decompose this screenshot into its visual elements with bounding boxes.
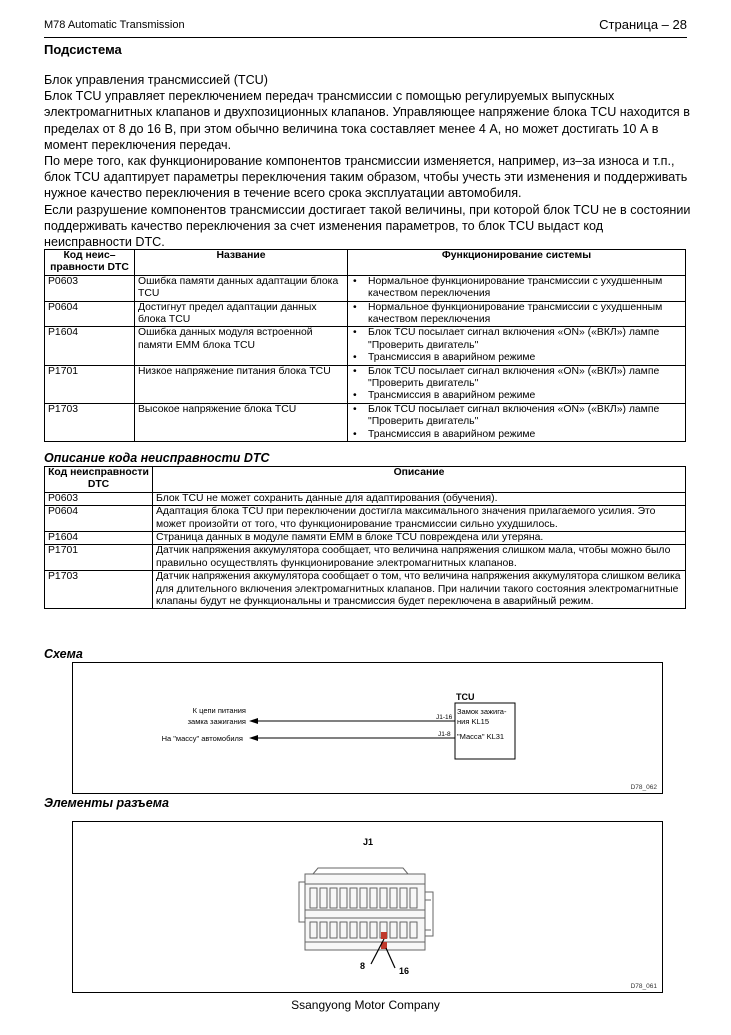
dtc-description-table (44, 466, 686, 609)
pin-number: 8 (360, 961, 366, 971)
list-item: • Трансмиссия в аварийном режиме (351, 352, 682, 364)
list-item: • Трансмиссия в аварийном режиме (351, 429, 682, 441)
header-function: Функционирование системы (348, 250, 686, 276)
leader-line (386, 948, 395, 968)
table-row (45, 532, 686, 545)
dtc-effects (348, 403, 686, 441)
table-row (45, 506, 686, 532)
table-row (45, 275, 686, 301)
connector-drawing (299, 868, 433, 950)
dtc-code: P1701 (45, 365, 135, 403)
pin-label: J1-8 (438, 731, 451, 738)
dtc-name: Ошибка памяти данных адаптации блока TCU (135, 275, 348, 301)
dtc-code: P0603 (45, 492, 153, 505)
figure-id: D78_062 (630, 784, 657, 791)
schema-title: Схема (44, 647, 83, 661)
intro-paragraph: По мере того, как функционирование компонентов трансмиссии изменяется, например, из–за износа и т.п., блок TCU адаптирует параметры переключения таким образом, чтобы учесть эти изменения и поддерживать нужное качество переключения в течение всего срока эксплуатации автомобиля. (44, 154, 688, 201)
table-row (45, 571, 686, 609)
list-item: • Нормальное функционирование трансмиссии с ухудшенным качеством переключения (351, 302, 682, 327)
table-header-row (45, 250, 686, 276)
dtc-effects (348, 365, 686, 403)
page-header (44, 17, 687, 38)
header-name: Название (135, 250, 348, 276)
table-row (45, 327, 686, 365)
dtc-description-title: Описание кода неисправности DTC (44, 451, 270, 465)
table-row (45, 365, 686, 403)
arrow-icon (249, 735, 258, 741)
connector-title: Элементы разъема (44, 796, 169, 810)
left-label: На "массу" автомобиля (161, 734, 243, 743)
dtc-name: Достигнут предел адаптации данных блока TCU (135, 301, 348, 327)
connector-figure (72, 821, 663, 993)
intro-heading: Блок управления трансмиссией (TCU) (44, 73, 268, 87)
dtc-code: P1703 (45, 571, 153, 609)
list-item: • Блок TCU посылает сигнал включения «ON» («ВКЛ») лампе "Проверить двигатель" (351, 366, 682, 391)
intro-paragraph: Если разрушение компонентов трансмиссии достигает такой величины, при которой блок TCU не в состоянии поддерживать качество переключения за счет изменения параметров, то блок TCU выдаст код неисправности DTC. (44, 202, 691, 250)
list-item: • Блок TCU посылает сигнал включения «ON» («ВКЛ») лампе "Проверить двигатель" (351, 404, 682, 429)
intro-paragraph: Блок TCU управляет переключением передач трансмиссии с помощью регулируемых выпускных электромагнитных клапанов и двухпозиционных клапанов. Управляющее напряжение блока TCU находится в пределах от 8 до 16 В, при этом обычно величина тока составляет менее 4 А, но может достигать 10 А в момент переключения передач. (44, 89, 690, 152)
footer: Ssangyong Motor Company (291, 998, 440, 1012)
intro-text (44, 72, 694, 250)
dtc-code: P0603 (45, 275, 135, 301)
dtc-description: Датчик напряжения аккумулятора сообщает о том, что величина напряжения аккумулятора слишком велика для длительного включения электромагнитных клапанов. При наличии такого состояния электромагнитные клапаны будут не функциональны и трансмиссия будет переключена в аварийный режим. (153, 571, 686, 609)
left-label: замка зажигания (187, 717, 246, 726)
dtc-description: Датчик напряжения аккумулятора сообщает, что величина напряжения слишком мала, чтобы можно было правильно осуществлять функционирование электромагнитных клапанов. (153, 545, 686, 571)
dtc-effects (348, 327, 686, 365)
wiring-schema (72, 662, 663, 794)
box-text: "Масса" KL31 (457, 732, 505, 741)
dtc-description: Блок TCU не может сохранить данные для адаптирования (обучения). (153, 492, 686, 505)
header-description: Описание (153, 467, 686, 493)
pin-number: 16 (399, 966, 410, 976)
tcu-label: TCU (456, 692, 475, 702)
dtc-name: Высокое напряжение блока TCU (135, 403, 348, 441)
dtc-description: Страница данных в модуле памяти EMM в блоке TCU повреждена или утеряна. (153, 532, 686, 545)
connector-label: J1 (363, 837, 374, 847)
table-row (45, 545, 686, 571)
left-label: К цепи питания (192, 706, 246, 715)
header-code: Код неисправности DTC (45, 467, 153, 493)
table-row (45, 492, 686, 505)
arrow-icon (249, 718, 258, 724)
header-code: Код неис– правности DTC (45, 250, 135, 276)
dtc-name: Низкое напряжение питания блока TCU (135, 365, 348, 403)
dtc-code: P1604 (45, 327, 135, 365)
box-text: Замок зажига- (457, 707, 507, 716)
dtc-effects (348, 301, 686, 327)
section-title: Подсистема (44, 42, 122, 57)
list-item: • Блок TCU посылает сигнал включения «ON» («ВКЛ») лампе "Проверить двигатель" (351, 327, 682, 352)
dtc-code: P1604 (45, 532, 153, 545)
table-row (45, 301, 686, 327)
dtc-code: P0604 (45, 301, 135, 327)
document-title: M78 Automatic Transmission (44, 19, 185, 31)
page-number: Страница – 28 (599, 17, 687, 32)
dtc-effects (348, 275, 686, 301)
list-item: • Трансмиссия в аварийном режиме (351, 390, 682, 402)
dtc-code: P1701 (45, 545, 153, 571)
table-row (45, 403, 686, 441)
dtc-code: P0604 (45, 506, 153, 532)
pin-label: J1-16 (436, 714, 453, 721)
dtc-description: Адаптация блока TCU при переключении достигла максимального значения прилагаемого усилия. Это может произойти от того, что функционирование трансмиссии сильно ухудшилось. (153, 506, 686, 532)
table-header-row (45, 467, 686, 493)
dtc-code: P1703 (45, 403, 135, 441)
dtc-name: Ошибка данных модуля встроенной памяти EMM блока TCU (135, 327, 348, 365)
pin-highlight (381, 932, 387, 939)
list-item: • Нормальное функционирование трансмиссии с ухудшенным качеством переключения (351, 276, 682, 301)
figure-id: D78_061 (630, 983, 657, 990)
box-text: ния KL15 (457, 717, 489, 726)
dtc-function-table (44, 249, 686, 442)
